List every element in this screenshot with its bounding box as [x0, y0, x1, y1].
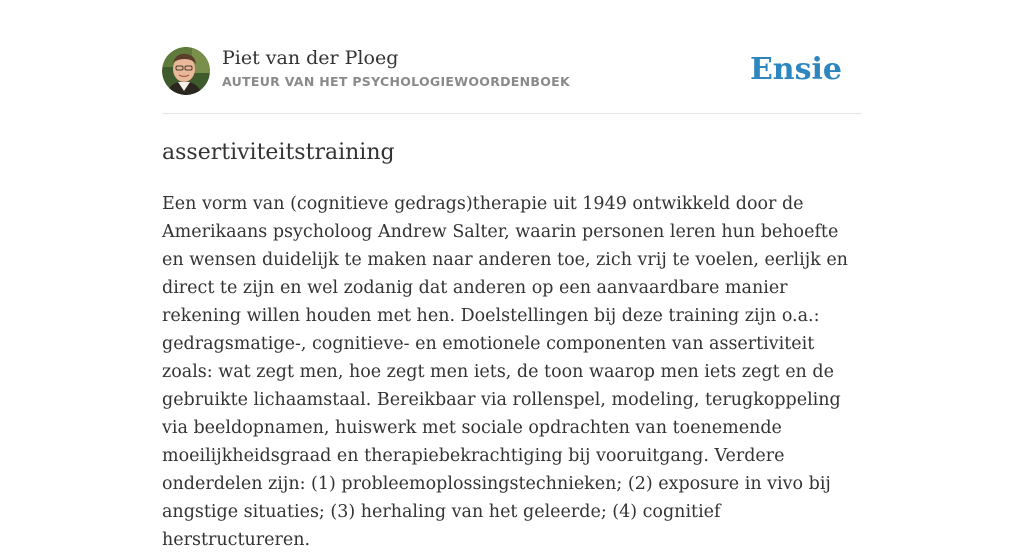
entry-card	[162, 0, 862, 550]
header-divider	[162, 113, 862, 114]
author-name[interactable]: Piet van der Ploeg	[222, 47, 399, 69]
author-avatar[interactable]	[162, 47, 210, 95]
entry-definition: Een vorm van (cognitieve gedrags)therapie uit 1949 ontwikkeld door de Amerikaans psycholoog Andrew Salter, waarin personen leren hun behoefte en wensen duidelijk te maken naar anderen toe, zich vrij te voelen, eerlijk en direct te zijn en wel zodanig dat anderen op een aanvaardbare manier rekening willen houden met hen. Doelstellingen bij deze training zijn o.a.: gedragsmatige-, cognitieve- en emotionele componenten van assertiviteit zoals: wat zegt men, hoe zegt men iets, de toon waarop men iets zegt en de gebruikte lichaamstaal. Bereikbaar via rollenspel, modeling, terugkoppeling via beeldopnamen, huiswerk met sociale opdrachten van toenemende moeilijkheidsgraad en therapiebekrachtiging bij vooruitgang. Verdere onderdelen zijn: (1) probleemoplossingstechnieken; (2) exposure in vivo bij angstige situaties; (3) herhaling van het geleerde; (4) cognitief herstructureren.	[162, 194, 848, 550]
ensie-logo[interactable]: Ensie	[749, 52, 842, 87]
author-header	[162, 46, 862, 96]
person-photo-avatar-icon	[162, 47, 210, 95]
entry-term: assertiviteitstraining	[162, 140, 395, 165]
author-role: AUTEUR VAN HET PSYCHOLOGIEWOORDENBOEK	[222, 74, 570, 89]
